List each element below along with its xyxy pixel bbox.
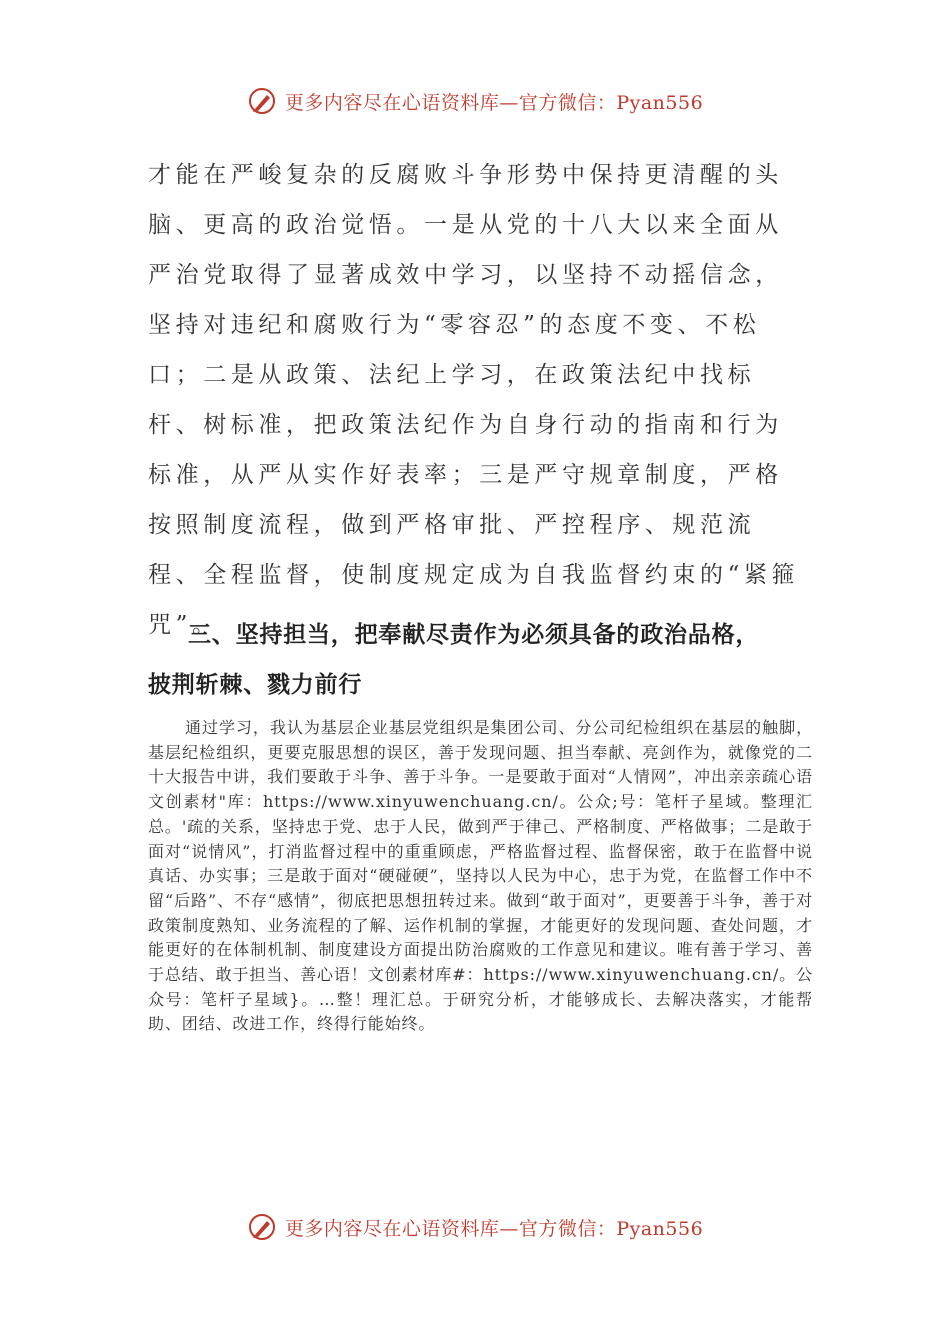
- footer-banner-text: 更多内容尽在心语资料库—官方微信：Pyan556: [284, 1217, 704, 1240]
- pen-logo-icon: [247, 86, 277, 116]
- section-heading-line2: 披荆斩棘、戮力前行: [148, 672, 363, 698]
- footer-banner: [0, 1212, 950, 1242]
- paragraph-2: 通过学习，我认为基层企业基层党组织是集团公司、分公司纪检组织在基层的触脚，基层纪检组织，更要克服思想的误区，善于发现问题、担当奉献、亮剑作为，就像党的二十大报告中讲，我们要敢于斗争、善于斗争。一是要敢于面对“人情网”，冲出亲亲疏心语文创素材"库：https://www.xinyuwenchuang.cn/。公众;号：笔杆子星域。整理汇总。'疏的关系，坚持忠于党、忠于人民，做到严于律己、严格制度、严格做事；二是敢于面对“说情风”，打消监督过程中的重重顾虑，严格监督过程、监督保密，敢于在监督中说真话、办实事；三是敢于面对“硬碰硬”，坚持以人民为中心，忠于为党，在监督工作中不留“后路”、不存“感情”，彻底把思想扭转过来。做到“敢于面对”，更要善于斗争，善于对政策制度熟知、业务流程的了解、运作机制的掌握，才能更好的发现问题、查处问题，才能更好的在体制机制、制度建设方面提出防治腐败的工作意见和建议。唯有善于学习、善于总结、敢于担当、善心语！文创素材库#：https://www.xinyuwenchuang.cn/。公众号：笔杆子星域}。…整！理汇总。于研究分析，才能够成长、去解决落实，才能帮助、团结、改进工作，终得行能始终。: [148, 718, 813, 1034]
- header-banner-text: 更多内容尽在心语资料库—官方微信：Pyan556: [284, 91, 704, 114]
- header-banner: [0, 86, 950, 116]
- pen-logo-icon: [247, 1212, 277, 1242]
- section-heading: [148, 610, 808, 710]
- paragraph-1: 才能在严峻复杂的反腐败斗争形势中保持更清醒的头脑、更高的政治觉悟。一是从党的十八大以来全面从严治党取得了显著成效中学习，以坚持不动摇信念，坚持对违纪和腐败行为“零容忍”的态度不变、不松口；二是从政策、法纪上学习，在政策法纪中找标杆、树标准，把政策法纪作为自身行动的指南和行为标准，从严从实作好表率；三是严守规章制度，严格按照制度流程，做到严格审批、严控程序、规范流程、全程监督，使制度规定成为自我监督约束的“紧箍咒”。: [148, 162, 800, 638]
- section-heading-line1: 三、坚持担当，把奉献尽责作为必须具备的政治品格，: [188, 622, 760, 648]
